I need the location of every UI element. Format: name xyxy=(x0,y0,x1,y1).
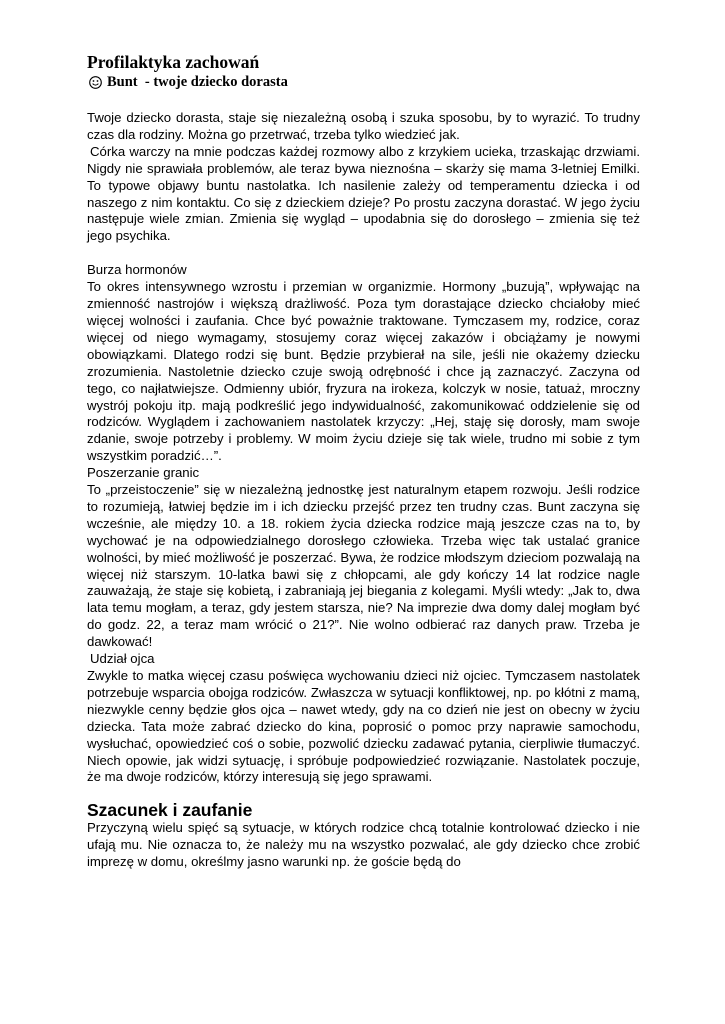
smiley-icon xyxy=(89,76,102,89)
document-subtitle xyxy=(89,72,640,92)
section-label-boundaries: Poszerzanie granic xyxy=(87,465,200,481)
section-text-boundaries: To „przeistoczenie” się w niezależną jednostkę jest naturalnym etapem rozwoju. Jeśli rodzice to rozumieją, łatwiej będzie im i ich dziecku przejść przez ten trudny czas. Bunt zaczyna się wcześnie, ale między 10. a 18. rokiem życia dziecka rodzice mają jeszcze czas na to, by wychować je na odpowiedzialnego dorosłego człowieka. Trzeba więc tak ustalać granice wolności, by mieć możliwość je poszerzać. Bywa, że rodzice młodszym dzieciom pozwalają na więcej niż starszym. 10-latka bawi się z chłopcami, ale gdy kończy 14 lat rodzice nagle zauważają, że staje się kobietą, i zabraniają jej biegania z kolegami. Myśli wtedy: „Jak to, dwa lata temu mogłam, a teraz, gdy jestem starsza, nie? Na imprezie dwa domy dalej mogłam być do godz. 22, a teraz mam wrócić o 21?”. Nie wolno odbierać raz danych praw. Trzeba je dawkować! xyxy=(87,482,640,650)
intro-quote-paragraph: Córka warczy na mnie podczas każdej rozmowy albo z krzykiem ucieka, trzaskając drzwiami. Nigdy nie sprawiała problemów, ale teraz bywa nieznośna – skarży się mama 3-letniej Emilki. To typowe objawy buntu nastolatka. Ich nasilenie zależy od temperamentu dziecka i od naszego z nim kontaktu. Co się z dzieckiem dzieje? Po prostu zaczyna dorastać. W jego życiu następuje wiele zmian. Zmienia się wygląd – upodabnia się do dorosłego – zmienia się też jego psychika. xyxy=(87,143,640,244)
section-text-father: Zwykle to matka więcej czasu poświęca wychowaniu dzieci niż ojciec. Tymczasem nastolatek potrzebuje wsparcia obojga rodziców. Zwłaszcza w sytuacji konfliktowej, np. po kłótni z mamą, niezwykle cenny będzie głos ojca – nawet wtedy, gdy na co dzień nie jest on obecny w życiu dziecka. Tata może zabrać dziecko do kina, poprosić o pomoc przy naprawie samochodu, wysłuchać, opowiedzieć coś o sobie, pozwolić dziecku zadawać pytania, cierpliwie tłumaczyć. Niech opowie, jak widzi sytuację, i spróbuje podpowiedzieć rozwiązanie. Nastolatek poczuje, że ma dwoje rodziców, którzy interesują się jego sprawami. xyxy=(87,668,640,785)
document-body-continued xyxy=(87,820,640,871)
section-heading-trust: Szacunek i zaufanie xyxy=(87,800,253,821)
section-text-trust: Przyczyną wielu spięć są sytuacje, w których rodzice chcą totalnie kontrolować dziecko i nie ufają mu. Nie oznacza to, że należy mu na wszystko pozwalać, ale gdy dziecko chce zrobić imprezę w domu, określmy jasno warunki np. że goście będą do xyxy=(87,820,640,870)
intro-paragraph: Twoje dziecko dorasta, staje się niezależną osobą i szuka sposobu, by to wyrazić. To trudny czas dla rodziny. Można go przetrwać, trzeba tylko wiedzieć jak. xyxy=(87,110,640,142)
document-title: Profilaktyka zachowań xyxy=(87,52,260,72)
section-label-father: Udział ojca xyxy=(90,651,155,667)
document-page xyxy=(87,52,640,871)
document-body xyxy=(87,110,640,786)
section-text-hormones: To okres intensywnego wzrostu i przemian w organizmie. Hormony „buzują”, wpływając na zmienność nastrojów i większą drażliwość. Poza tym dorastające dziecko chciałoby mieć więcej wolności i zaufania. Chce być poważnie traktowane. Tymczasem my, rodzice, coraz więcej od niego wymagamy, stosujemy coraz więcej zakazów i obciążamy je nowymi obowiązkami. Dlatego rodzi się bunt. Będzie przybierał na sile, jeśli nie okażemy dziecku zrozumienia. Nastoletnie dziecko czuje swoją odrębność i chce ją zaznaczyć. Zaczyna od tego, co najłatwiejsze. Odmienny ubiór, fryzura na irokeza, kolczyk w nosie, tatuaż, mroczny wystrój pokoju itp. mają podkreślić jego indywidualność, zakomunikować oddzielenie się od rodziców. Wyglądem i zachowaniem nastolatek krzyczy: „Hej, staję się dorosły, mam swoje zdanie, swoje potrzeby i problemy. W moim życiu dzieje się tak wiele, trudno mi sobie z tym wszystkim poradzić…”. xyxy=(87,279,640,464)
section-label-hormones: Burza hormonów xyxy=(87,262,187,278)
subtitle-text: Bunt - twoje dziecko dorasta xyxy=(107,74,288,90)
